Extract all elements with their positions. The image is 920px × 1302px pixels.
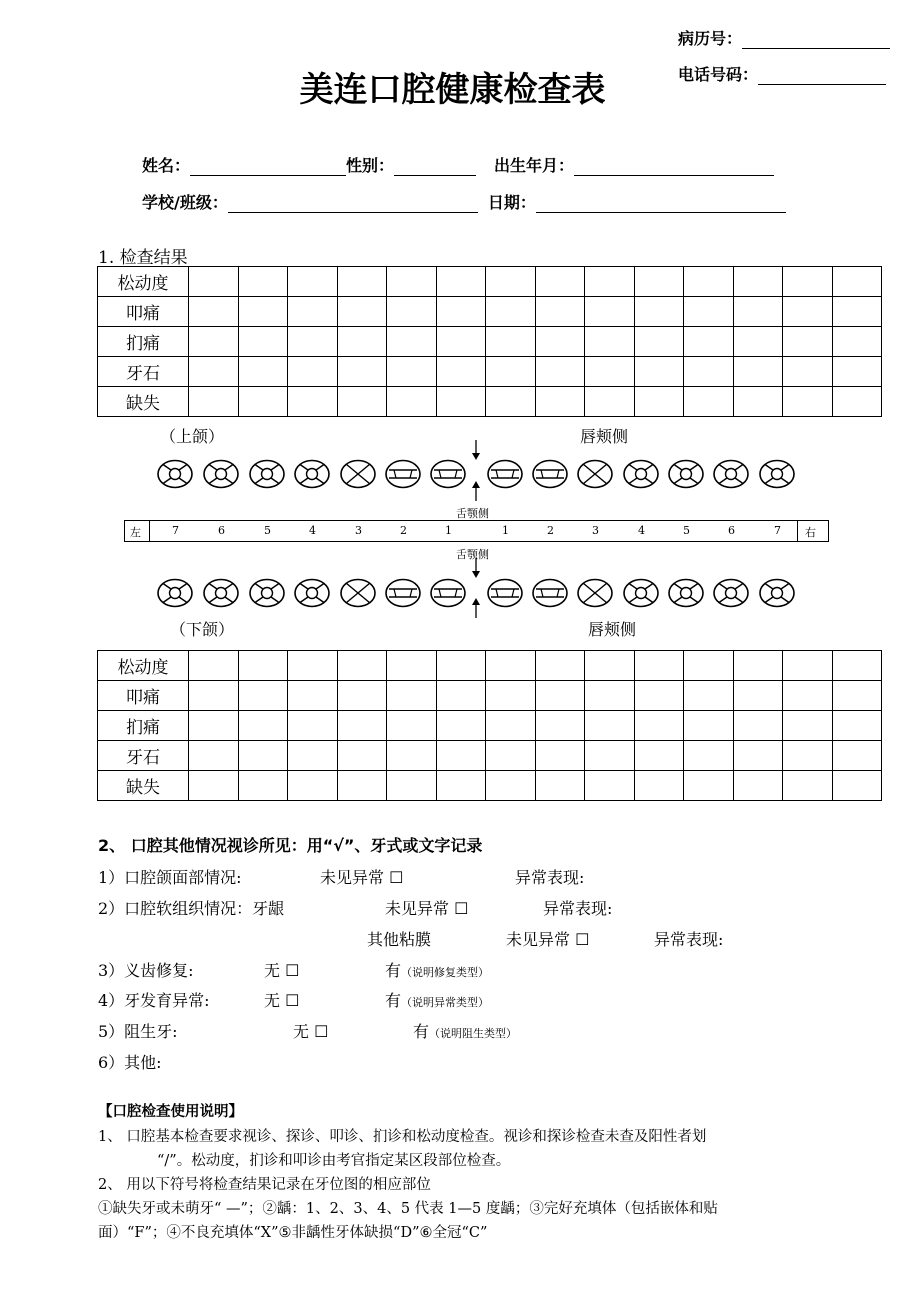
lower-grid-cell[interactable] bbox=[337, 711, 387, 741]
lower-grid-cell[interactable] bbox=[684, 711, 734, 741]
lower-tooth-canine-icon[interactable] bbox=[577, 578, 613, 608]
lower-grid-cell[interactable] bbox=[832, 711, 882, 741]
lower-grid-cell[interactable] bbox=[684, 681, 734, 711]
lower-tooth-incisor-icon[interactable] bbox=[532, 578, 568, 608]
lower-tooth-molar-icon[interactable] bbox=[713, 578, 749, 608]
ruler-number: 7 bbox=[172, 524, 179, 537]
name-label: 姓名： bbox=[142, 156, 191, 175]
instructions-line-3: 2、 用以下符号将检查结果记录在牙位图的相应部位 bbox=[98, 1177, 431, 1193]
lower-grid-cell[interactable] bbox=[535, 651, 585, 681]
instructions-line-5: 面）“F”；④不良充填体“X”⑤非龋性牙体缺损“D”⑥全冠“C” bbox=[98, 1225, 488, 1241]
lower-grid-cell[interactable] bbox=[238, 771, 288, 801]
lower-grid-cell[interactable] bbox=[832, 771, 882, 801]
lower-grid-cell[interactable] bbox=[783, 651, 833, 681]
lower-grid-cell[interactable] bbox=[436, 651, 486, 681]
upper-tooth-incisor-icon[interactable] bbox=[430, 459, 466, 489]
lower-grid-cell[interactable] bbox=[387, 651, 437, 681]
lower-grid-cell[interactable] bbox=[288, 711, 338, 741]
lower-grid-row bbox=[98, 681, 882, 711]
item2-abnormal-label: 异常表现: bbox=[543, 899, 613, 918]
item2-normal-checkbox[interactable]: 未见异常 ☐ bbox=[385, 899, 469, 918]
upper-lingual-label: 舌颚侧 bbox=[456, 507, 489, 520]
lower-tooth-canine-icon[interactable] bbox=[340, 578, 376, 608]
lower-grid-cell[interactable] bbox=[783, 741, 833, 771]
lower-tooth-molar-icon[interactable] bbox=[294, 578, 330, 608]
upper-labial-arrow-icon bbox=[470, 440, 482, 464]
upper-labial-label: 唇颊侧 bbox=[580, 427, 629, 446]
item3-yes-label bbox=[385, 958, 489, 981]
item5-yes-text: 有 bbox=[413, 1022, 430, 1041]
lower-grid-cell[interactable] bbox=[684, 771, 734, 801]
upper-grid-row-label: 扪痛 bbox=[98, 327, 189, 357]
lower-grid-row bbox=[98, 771, 882, 801]
upper-tooth-molar-icon[interactable] bbox=[249, 459, 285, 489]
lower-grid-cell[interactable] bbox=[733, 771, 783, 801]
lower-grid-cell[interactable] bbox=[733, 741, 783, 771]
ruler-number: 4 bbox=[638, 524, 645, 537]
upper-tooth-molar-icon[interactable] bbox=[713, 459, 749, 489]
lower-grid-cell[interactable] bbox=[585, 741, 635, 771]
lower-grid-cell[interactable] bbox=[436, 681, 486, 711]
item6-label: 6）其他: bbox=[98, 1053, 162, 1072]
lower-grid-cell[interactable] bbox=[189, 681, 239, 711]
phone-label: 电话号码： bbox=[678, 65, 759, 84]
lower-grid-cell[interactable] bbox=[288, 681, 338, 711]
lower-grid-cell[interactable] bbox=[832, 681, 882, 711]
lower-tooth-molar-icon[interactable] bbox=[668, 578, 704, 608]
school-label: 学校/班级： bbox=[142, 193, 228, 212]
item5-none-checkbox[interactable]: 无 ☐ bbox=[293, 1022, 329, 1041]
item4-none-checkbox[interactable]: 无 ☐ bbox=[264, 991, 300, 1010]
lower-grid-cell[interactable] bbox=[634, 681, 684, 711]
lower-grid-row bbox=[98, 651, 882, 681]
birth-label: 出生年月： bbox=[494, 156, 575, 175]
tooth-number-ruler bbox=[124, 520, 829, 542]
lower-grid-cell[interactable] bbox=[337, 771, 387, 801]
lower-grid-cell[interactable] bbox=[486, 651, 536, 681]
upper-grid-row-label: 叩痛 bbox=[98, 297, 189, 327]
lower-grid-cell[interactable] bbox=[189, 771, 239, 801]
lower-grid-cell[interactable] bbox=[288, 741, 338, 771]
lower-grid-cell[interactable] bbox=[535, 741, 585, 771]
upper-tooth-molar-icon[interactable] bbox=[759, 459, 795, 489]
lower-grid-cell[interactable] bbox=[387, 741, 437, 771]
upper-tooth-canine-icon[interactable] bbox=[577, 459, 613, 489]
record-number-label: 病历号： bbox=[678, 29, 743, 48]
upper-grid-row-label: 牙石 bbox=[98, 357, 189, 387]
lower-grid-cell[interactable] bbox=[436, 741, 486, 771]
gender-label: 性别： bbox=[346, 156, 395, 175]
lower-grid-cell[interactable] bbox=[535, 771, 585, 801]
item4-note: （说明异常类型） bbox=[401, 996, 490, 1009]
item2b-normal-checkbox[interactable]: 未见异常 ☐ bbox=[506, 930, 590, 949]
lower-grid-cell[interactable] bbox=[486, 771, 536, 801]
ruler-number: 7 bbox=[774, 524, 781, 537]
item1-normal-checkbox[interactable]: 未见异常 ☐ bbox=[320, 868, 404, 887]
ruler-number: 4 bbox=[309, 524, 316, 537]
lower-grid-row-label: 叩痛 bbox=[98, 681, 189, 711]
lower-grid-cell[interactable] bbox=[387, 681, 437, 711]
item3-label: 3）义齿修复: bbox=[98, 961, 194, 980]
instructions-line-1: 1、 口腔基本检查要求视诊、探诊、叩诊、扪诊和松动度检查。视诊和探诊检查未查及阳性者划 bbox=[98, 1129, 707, 1145]
lower-grid-cell[interactable] bbox=[585, 771, 635, 801]
upper-tooth-molar-icon[interactable] bbox=[294, 459, 330, 489]
lower-grid-cell[interactable] bbox=[238, 711, 288, 741]
lower-tooth-molar-icon[interactable] bbox=[759, 578, 795, 608]
lower-tooth-incisor-icon[interactable] bbox=[487, 578, 523, 608]
lower-grid-cell[interactable] bbox=[634, 651, 684, 681]
lower-grid-row-label: 缺失 bbox=[98, 771, 189, 801]
ruler-number: 1 bbox=[502, 524, 509, 537]
item3-note: （说明修复类型） bbox=[401, 966, 490, 979]
lower-labial-arrow-icon bbox=[470, 598, 482, 622]
section2-title: 2、 口腔其他情况视诊所见：用“√”、牙式或文字记录 bbox=[98, 836, 483, 855]
item3-yes-text: 有 bbox=[385, 961, 402, 980]
upper-grid-row-label: 松动度 bbox=[98, 267, 189, 297]
item5-note: （说明阻生类型） bbox=[429, 1027, 518, 1040]
ruler-number: 5 bbox=[683, 524, 690, 537]
lower-grid-cell[interactable] bbox=[535, 681, 585, 711]
item5-label: 5）阻生牙: bbox=[98, 1022, 178, 1041]
ruler-number: 3 bbox=[355, 524, 362, 537]
item1-abnormal-label: 异常表现: bbox=[515, 868, 585, 887]
page-title: 美连口腔健康检查表 bbox=[299, 70, 606, 110]
lower-grid-cell[interactable] bbox=[387, 771, 437, 801]
upper-lingual-arrow-icon bbox=[470, 481, 482, 505]
ruler-number: 6 bbox=[728, 524, 735, 537]
lower-grid-cell[interactable] bbox=[585, 681, 635, 711]
lower-grid-cell[interactable] bbox=[684, 741, 734, 771]
lower-grid-cell[interactable] bbox=[832, 741, 882, 771]
item4-yes-label bbox=[385, 988, 489, 1011]
lower-tooth-molar-icon[interactable] bbox=[157, 578, 193, 608]
lower-grid-cell[interactable] bbox=[733, 711, 783, 741]
lower-grid-cell[interactable] bbox=[733, 651, 783, 681]
lower-grid-cell[interactable] bbox=[238, 681, 288, 711]
lower-jaw-label: （下颌） bbox=[170, 620, 235, 639]
lower-grid-cell[interactable] bbox=[634, 741, 684, 771]
lower-lingual-label: 舌颚侧 bbox=[456, 548, 489, 561]
item4-label: 4）牙发育异常: bbox=[98, 991, 210, 1010]
instructions-title: 【口腔检查使用说明】 bbox=[98, 1104, 243, 1120]
item3-none-checkbox[interactable]: 无 ☐ bbox=[264, 961, 300, 980]
lower-grid-cell[interactable] bbox=[634, 771, 684, 801]
lower-grid-row bbox=[98, 711, 882, 741]
item2b-label: 其他粘膜 bbox=[367, 930, 432, 949]
lower-grid-cell[interactable] bbox=[189, 741, 239, 771]
lower-grid-cell[interactable] bbox=[387, 711, 437, 741]
lower-tooth-molar-icon[interactable] bbox=[249, 578, 285, 608]
lower-tooth-molar-icon[interactable] bbox=[203, 578, 239, 608]
item2b-abnormal-label: 异常表现: bbox=[654, 930, 724, 949]
lower-grid-cell[interactable] bbox=[436, 771, 486, 801]
lower-grid-row-label: 松动度 bbox=[98, 651, 189, 681]
lower-grid-row-label: 牙石 bbox=[98, 741, 189, 771]
section1-title: 1. 检查结果 bbox=[98, 248, 188, 268]
instructions-line-4: ①缺失牙或未萌牙“ —”；②龋：1、2、3、4、5 代表 1—5 度龋；③完好充填体（包括嵌体和贴 bbox=[98, 1201, 718, 1217]
item1-label: 1）口腔颌面部情况: bbox=[98, 868, 242, 887]
lower-grid-cell[interactable] bbox=[288, 651, 338, 681]
ruler-right-label: 左 bbox=[130, 526, 141, 539]
lower-grid-cell[interactable] bbox=[337, 741, 387, 771]
ruler-number: 1 bbox=[445, 524, 452, 537]
instructions-line-2: “/”。松动度，扪诊和叩诊由考官指定某区段部位检查。 bbox=[157, 1153, 511, 1169]
lower-tooth-molar-icon[interactable] bbox=[623, 578, 659, 608]
ruler-number: 2 bbox=[547, 524, 554, 537]
lower-grid-row-label: 扪痛 bbox=[98, 711, 189, 741]
lower-grid-cell[interactable] bbox=[189, 711, 239, 741]
lower-grid-cell[interactable] bbox=[783, 681, 833, 711]
item5-yes-label bbox=[413, 1019, 517, 1042]
lower-grid-cell[interactable] bbox=[783, 771, 833, 801]
lower-grid-cell[interactable] bbox=[288, 771, 338, 801]
lower-grid-row bbox=[98, 741, 882, 771]
lower-tooth-incisor-icon[interactable] bbox=[385, 578, 421, 608]
lower-grid-cell[interactable] bbox=[684, 651, 734, 681]
lower-grid-cell[interactable] bbox=[535, 711, 585, 741]
ruler-divider-left bbox=[149, 521, 150, 541]
lower-grid-cell[interactable] bbox=[486, 681, 536, 711]
upper-tooth-molar-icon[interactable] bbox=[203, 459, 239, 489]
upper-tooth-molar-icon[interactable] bbox=[623, 459, 659, 489]
upper-grid-row-label: 缺失 bbox=[98, 387, 189, 417]
upper-tooth-incisor-icon[interactable] bbox=[487, 459, 523, 489]
lower-labial-label: 唇颊侧 bbox=[588, 620, 637, 639]
lower-grid-cell[interactable] bbox=[189, 651, 239, 681]
upper-tooth-canine-icon[interactable] bbox=[340, 459, 376, 489]
lower-grid-cell[interactable] bbox=[733, 681, 783, 711]
lower-exam-table bbox=[97, 650, 882, 801]
ruler-number: 5 bbox=[264, 524, 271, 537]
ruler-number: 6 bbox=[218, 524, 225, 537]
lower-grid-cell[interactable] bbox=[238, 651, 288, 681]
upper-tooth-molar-icon[interactable] bbox=[668, 459, 704, 489]
upper-tooth-incisor-icon[interactable] bbox=[532, 459, 568, 489]
lower-grid-cell[interactable] bbox=[436, 711, 486, 741]
item4-yes-text: 有 bbox=[385, 991, 402, 1010]
lower-tooth-incisor-icon[interactable] bbox=[430, 578, 466, 608]
ruler-number: 3 bbox=[592, 524, 599, 537]
lower-grid-cell[interactable] bbox=[337, 651, 387, 681]
lower-grid-cell[interactable] bbox=[832, 651, 882, 681]
item2-label: 2）口腔软组织情况：牙龈 bbox=[98, 899, 285, 918]
lower-grid-cell[interactable] bbox=[238, 741, 288, 771]
lower-grid-cell[interactable] bbox=[486, 711, 536, 741]
upper-jaw-label: （上颌） bbox=[160, 427, 225, 446]
lower-grid-cell[interactable] bbox=[783, 711, 833, 741]
ruler-divider-right bbox=[797, 521, 798, 541]
lower-grid-cell[interactable] bbox=[585, 711, 635, 741]
date-label: 日期： bbox=[487, 193, 536, 212]
ruler-left-label: 右 bbox=[805, 526, 816, 539]
lower-grid-cell[interactable] bbox=[486, 741, 536, 771]
ruler-number: 2 bbox=[400, 524, 407, 537]
lower-grid-cell[interactable] bbox=[585, 651, 635, 681]
upper-tooth-incisor-icon[interactable] bbox=[385, 459, 421, 489]
lower-grid-cell[interactable] bbox=[634, 711, 684, 741]
upper-tooth-molar-icon[interactable] bbox=[157, 459, 193, 489]
lower-grid-cell[interactable] bbox=[337, 681, 387, 711]
